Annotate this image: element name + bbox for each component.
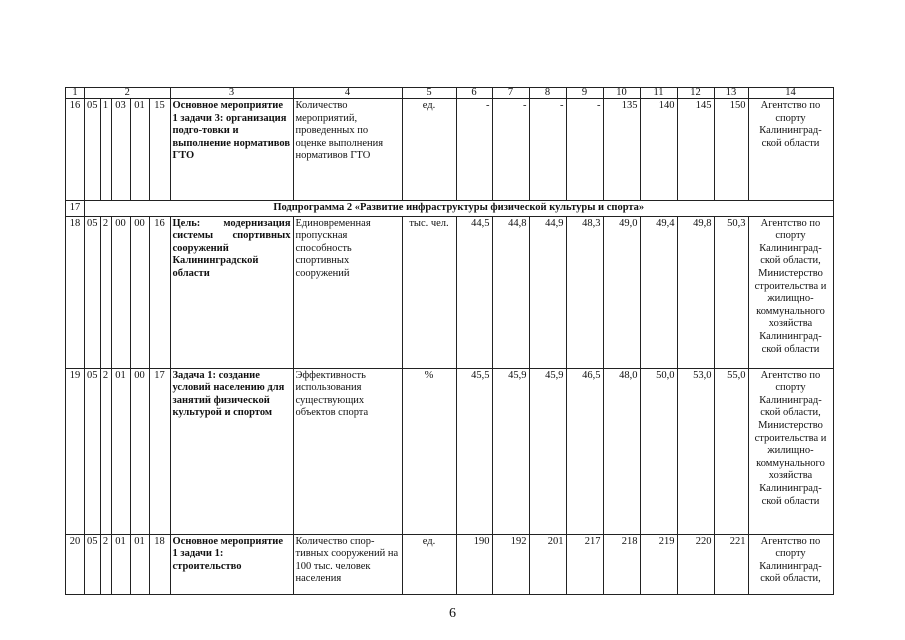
row-number-cell: 17: [66, 201, 85, 217]
column-number-header: 7: [492, 88, 529, 99]
column-number-header: 8: [529, 88, 566, 99]
measure-name-cell: Цель: модернизация системы спортивных сооружений Калининградской области: [170, 216, 293, 368]
program-code-cell: 01: [130, 99, 149, 201]
program-code-cell: 05: [85, 368, 101, 534]
unit-cell: ед.: [402, 99, 456, 201]
indicator-value-cell: 48,0: [603, 368, 640, 534]
indicator-value-cell: 45,5: [456, 368, 492, 534]
column-number-header: 5: [402, 88, 456, 99]
program-code-cell: 00: [111, 216, 130, 368]
column-number-header: 3: [170, 88, 293, 99]
indicator-name-cell: Количество мероприятий, проведенных по оценке выполнения нормативов ГТО: [293, 99, 402, 201]
indicator-value-cell: -: [492, 99, 529, 201]
indicator-value-cell: 135: [603, 99, 640, 201]
indicator-value-cell: 218: [603, 534, 640, 594]
program-code-cell: 1: [100, 99, 111, 201]
row-number-cell: 16: [66, 99, 85, 201]
indicator-value-cell: -: [566, 99, 603, 201]
program-code-cell: 00: [130, 368, 149, 534]
indicators-table: [65, 87, 834, 595]
program-code-cell: 16: [149, 216, 170, 368]
unit-cell: %: [402, 368, 456, 534]
unit-cell: ед.: [402, 534, 456, 594]
indicator-value-cell: 49,0: [603, 216, 640, 368]
indicator-value-cell: 221: [714, 534, 748, 594]
unit-cell: тыс. чел.: [402, 216, 456, 368]
table-row: [66, 368, 834, 534]
measure-name-cell: Основное мероприятие 1 задачи 1: строительство: [170, 534, 293, 594]
indicator-value-cell: 49,8: [677, 216, 714, 368]
indicator-value-cell: 145: [677, 99, 714, 201]
indicator-value-cell: 50,0: [640, 368, 677, 534]
indicator-value-cell: 45,9: [492, 368, 529, 534]
indicator-value-cell: 220: [677, 534, 714, 594]
indicator-name-cell: Количество спор-тивных сооружений на 100 тыс. человек населения: [293, 534, 402, 594]
row-number-cell: 18: [66, 216, 85, 368]
indicator-value-cell: 44,5: [456, 216, 492, 368]
indicator-value-cell: 48,3: [566, 216, 603, 368]
column-number-header: 6: [456, 88, 492, 99]
responsible-agency-cell: Агентство по спорту Калининград-ской области, Министерство строительства и жилищно-коммунального хозяйства Калининград-ской области: [748, 368, 833, 534]
row-number-cell: 20: [66, 534, 85, 594]
program-code-cell: 03: [111, 99, 130, 201]
column-number-header: 14: [748, 88, 833, 99]
program-code-cell: 2: [100, 534, 111, 594]
program-code-cell: 01: [111, 368, 130, 534]
program-code-cell: 17: [149, 368, 170, 534]
column-number-header: 1: [66, 88, 85, 99]
program-code-cell: 15: [149, 99, 170, 201]
program-code-cell: 05: [85, 99, 101, 201]
program-code-cell: 00: [130, 216, 149, 368]
table-row: [66, 216, 834, 368]
subprogram-title: Подпрограмма 2 «Развитие инфраструктуры физической культуры и спорта»: [85, 201, 834, 217]
program-code-cell: 01: [111, 534, 130, 594]
indicator-value-cell: 190: [456, 534, 492, 594]
program-code-cell: 2: [100, 368, 111, 534]
table-row: [66, 534, 834, 594]
program-code-cell: 01: [130, 534, 149, 594]
indicator-value-cell: 44,9: [529, 216, 566, 368]
column-number-header: 9: [566, 88, 603, 99]
indicator-value-cell: -: [456, 99, 492, 201]
subprogram-row: [66, 201, 834, 217]
program-code-cell: 18: [149, 534, 170, 594]
page-number: 6: [449, 606, 456, 621]
column-number-header: 12: [677, 88, 714, 99]
indicator-value-cell: 201: [529, 534, 566, 594]
indicator-value-cell: 217: [566, 534, 603, 594]
responsible-agency-cell: Агентство по спорту Калининград-ской области, Министерство строительства и жилищно-коммунального хозяйства Калининград-ской области: [748, 216, 833, 368]
indicator-value-cell: 44,8: [492, 216, 529, 368]
responsible-agency-cell: Агентство по спорту Калининград-ской области: [748, 99, 833, 201]
indicator-value-cell: 140: [640, 99, 677, 201]
measure-name-cell: Основное мероприятие 1 задачи 3: организация подго-товки и выполнение нормативов ГТО: [170, 99, 293, 201]
indicator-name-cell: Эффективность использования существующих объектов спорта: [293, 368, 402, 534]
indicator-value-cell: 192: [492, 534, 529, 594]
indicator-value-cell: 49,4: [640, 216, 677, 368]
table-row: [66, 99, 834, 201]
row-number-cell: 19: [66, 368, 85, 534]
program-code-cell: 2: [100, 216, 111, 368]
indicator-value-cell: 50,3: [714, 216, 748, 368]
column-number-header: 2: [85, 88, 171, 99]
column-number-header: 11: [640, 88, 677, 99]
program-code-cell: 05: [85, 534, 101, 594]
column-number-header: 4: [293, 88, 402, 99]
indicator-name-cell: Единовременная пропускная способность спортивных сооружений: [293, 216, 402, 368]
indicator-value-cell: 150: [714, 99, 748, 201]
indicator-value-cell: -: [529, 99, 566, 201]
column-number-header: 13: [714, 88, 748, 99]
indicator-value-cell: 53,0: [677, 368, 714, 534]
responsible-agency-cell: Агентство по спорту Калининград-ской области,: [748, 534, 833, 594]
indicator-value-cell: 45,9: [529, 368, 566, 534]
column-number-row: [66, 88, 834, 99]
program-code-cell: 05: [85, 216, 101, 368]
column-number-header: 10: [603, 88, 640, 99]
indicator-value-cell: 55,0: [714, 368, 748, 534]
indicator-value-cell: 46,5: [566, 368, 603, 534]
measure-name-cell: Задача 1: создание условий населению для занятий физической культурой и спортом: [170, 368, 293, 534]
indicator-value-cell: 219: [640, 534, 677, 594]
